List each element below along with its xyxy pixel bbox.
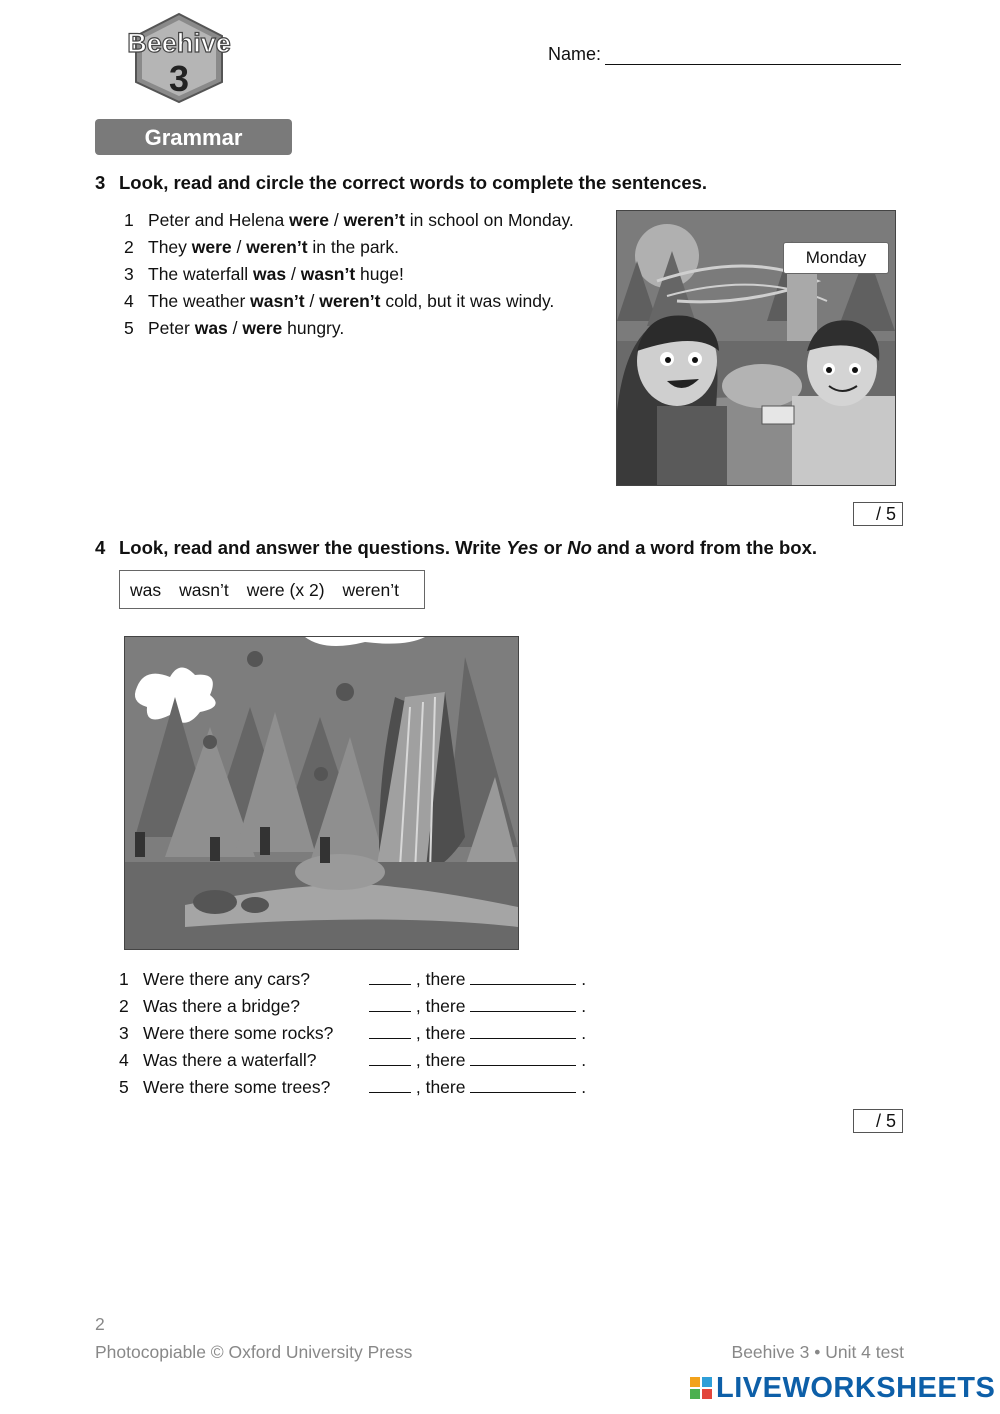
forest-waterfall-illustration (125, 637, 518, 949)
choice-word[interactable]: weren’t (246, 237, 308, 257)
word-box (119, 570, 425, 609)
exercise3-item (124, 261, 574, 288)
word-blank[interactable] (470, 1048, 576, 1066)
exercise3-score-box[interactable]: / 5 (853, 502, 903, 526)
question-text: Were there any cars? (143, 969, 310, 989)
word-box-item: wasn’t (179, 580, 229, 600)
liveworksheets-logo-icon (690, 1374, 712, 1396)
exercise3-number: 3 (95, 172, 106, 193)
question-row (119, 1047, 586, 1074)
yes-no-blank[interactable] (369, 1021, 411, 1039)
liveworksheets-watermark (690, 1372, 995, 1405)
instruction-part: No (567, 537, 592, 558)
exercise3-item (124, 207, 574, 234)
test-label: Beehive 3 • Unit 4 test (731, 1342, 904, 1362)
question-number: 3 (119, 1023, 129, 1043)
watermark-text: LIVEWORKSHEETS (716, 1372, 996, 1404)
day-label: Monday (783, 242, 889, 274)
question-text: Was there a bridge? (143, 996, 300, 1016)
name-input-line[interactable] (605, 46, 901, 65)
sentence-text: / (328, 210, 344, 230)
answer-connector: , there (411, 996, 471, 1016)
question-row (119, 993, 586, 1020)
question-row (119, 1020, 586, 1047)
sentence-text: / (227, 318, 243, 338)
question-number: 5 (119, 1077, 129, 1097)
exercise4-title (95, 537, 817, 559)
yes-no-blank[interactable] (369, 1075, 411, 1093)
answer-connector: , there (411, 1023, 471, 1043)
instruction-part: and a word from the box. (591, 537, 818, 558)
choice-word[interactable]: was (253, 264, 287, 284)
exercise3-item (124, 234, 574, 261)
answer-end: . (576, 1077, 587, 1097)
word-box-item: weren’t (342, 580, 399, 600)
beehive-logo (112, 12, 247, 104)
answer-connector: , there (411, 969, 471, 989)
name-label: Name: (548, 44, 602, 64)
sentence-text: in school on Monday. (404, 210, 574, 230)
item-number: 1 (124, 210, 134, 230)
word-box-item: were (x 2) (246, 580, 325, 600)
exercise4-picture (124, 636, 519, 950)
word-blank[interactable] (470, 994, 576, 1012)
choice-word[interactable]: were (289, 210, 329, 230)
logo-text: Beehive (127, 28, 231, 58)
choice-word[interactable]: wasn’t (300, 264, 356, 284)
item-number: 3 (124, 264, 134, 284)
yes-no-blank[interactable] (369, 967, 411, 985)
choice-word[interactable]: weren’t (343, 210, 405, 230)
choice-word[interactable]: wasn’t (250, 291, 305, 311)
answer-end: . (576, 1023, 587, 1043)
choice-word[interactable]: weren’t (319, 291, 381, 311)
exercise4-questions (119, 966, 586, 1101)
instruction-part: Yes (506, 537, 539, 558)
question-text: Were there some rocks? (143, 1023, 334, 1043)
question-text: Were there some trees? (143, 1077, 331, 1097)
exercise3-item (124, 288, 574, 315)
sentence-text: hungry. (282, 318, 345, 338)
question-number: 4 (119, 1050, 129, 1070)
item-number: 5 (124, 318, 134, 338)
sentence-text: Peter (148, 318, 195, 338)
question-number: 1 (119, 969, 129, 989)
exercise3-instruction: Look, read and circle the correct words to complete the sentences. (119, 172, 708, 193)
copyright-text: Photocopiable © Oxford University Press (95, 1342, 413, 1362)
exercise4-number: 4 (95, 537, 106, 558)
word-blank[interactable] (470, 1075, 576, 1093)
yes-no-blank[interactable] (369, 994, 411, 1012)
answer-end: . (576, 1050, 587, 1070)
item-number: 4 (124, 291, 134, 311)
section-title: Grammar (95, 119, 292, 155)
question-row (119, 966, 586, 993)
choice-word[interactable]: was (194, 318, 228, 338)
question-number: 2 (119, 996, 129, 1016)
exercise3-items (124, 207, 574, 342)
sentence-text: in the park. (307, 237, 399, 257)
answer-connector: , there (411, 1050, 471, 1070)
sentence-text: / (304, 291, 320, 311)
sentence-text: They (148, 237, 192, 257)
answer-end: . (576, 969, 587, 989)
sentence-text: cold, but it was windy. (380, 291, 555, 311)
question-text: Was there a waterfall? (143, 1050, 317, 1070)
exercise3-title (95, 172, 707, 194)
name-field-row (548, 44, 901, 65)
exercise4-instruction (119, 537, 817, 558)
sentence-text: huge! (355, 264, 404, 284)
answer-end: . (576, 996, 587, 1016)
question-row (119, 1074, 586, 1101)
instruction-part: or (538, 537, 568, 558)
sentence-text: / (231, 237, 247, 257)
exercise3-item (124, 315, 574, 342)
item-number: 2 (124, 237, 134, 257)
sentence-text: Peter and Helena (148, 210, 290, 230)
yes-no-blank[interactable] (369, 1048, 411, 1066)
sentence-text: / (286, 264, 301, 284)
sentence-text: The waterfall (148, 264, 254, 284)
word-blank[interactable] (470, 967, 576, 985)
logo-number: 3 (168, 58, 190, 99)
instruction-part: Look, read and answer the questions. Write (119, 537, 507, 558)
exercise4-score-box[interactable]: / 5 (853, 1109, 903, 1133)
word-blank[interactable] (470, 1021, 576, 1039)
answer-connector: , there (411, 1077, 471, 1097)
sentence-text: The weather (148, 291, 251, 311)
exercise3-picture (616, 210, 896, 486)
page-number: 2 (95, 1314, 105, 1334)
choice-word[interactable]: were (242, 318, 283, 338)
word-box-item: was (130, 580, 162, 600)
choice-word[interactable]: were (191, 237, 232, 257)
